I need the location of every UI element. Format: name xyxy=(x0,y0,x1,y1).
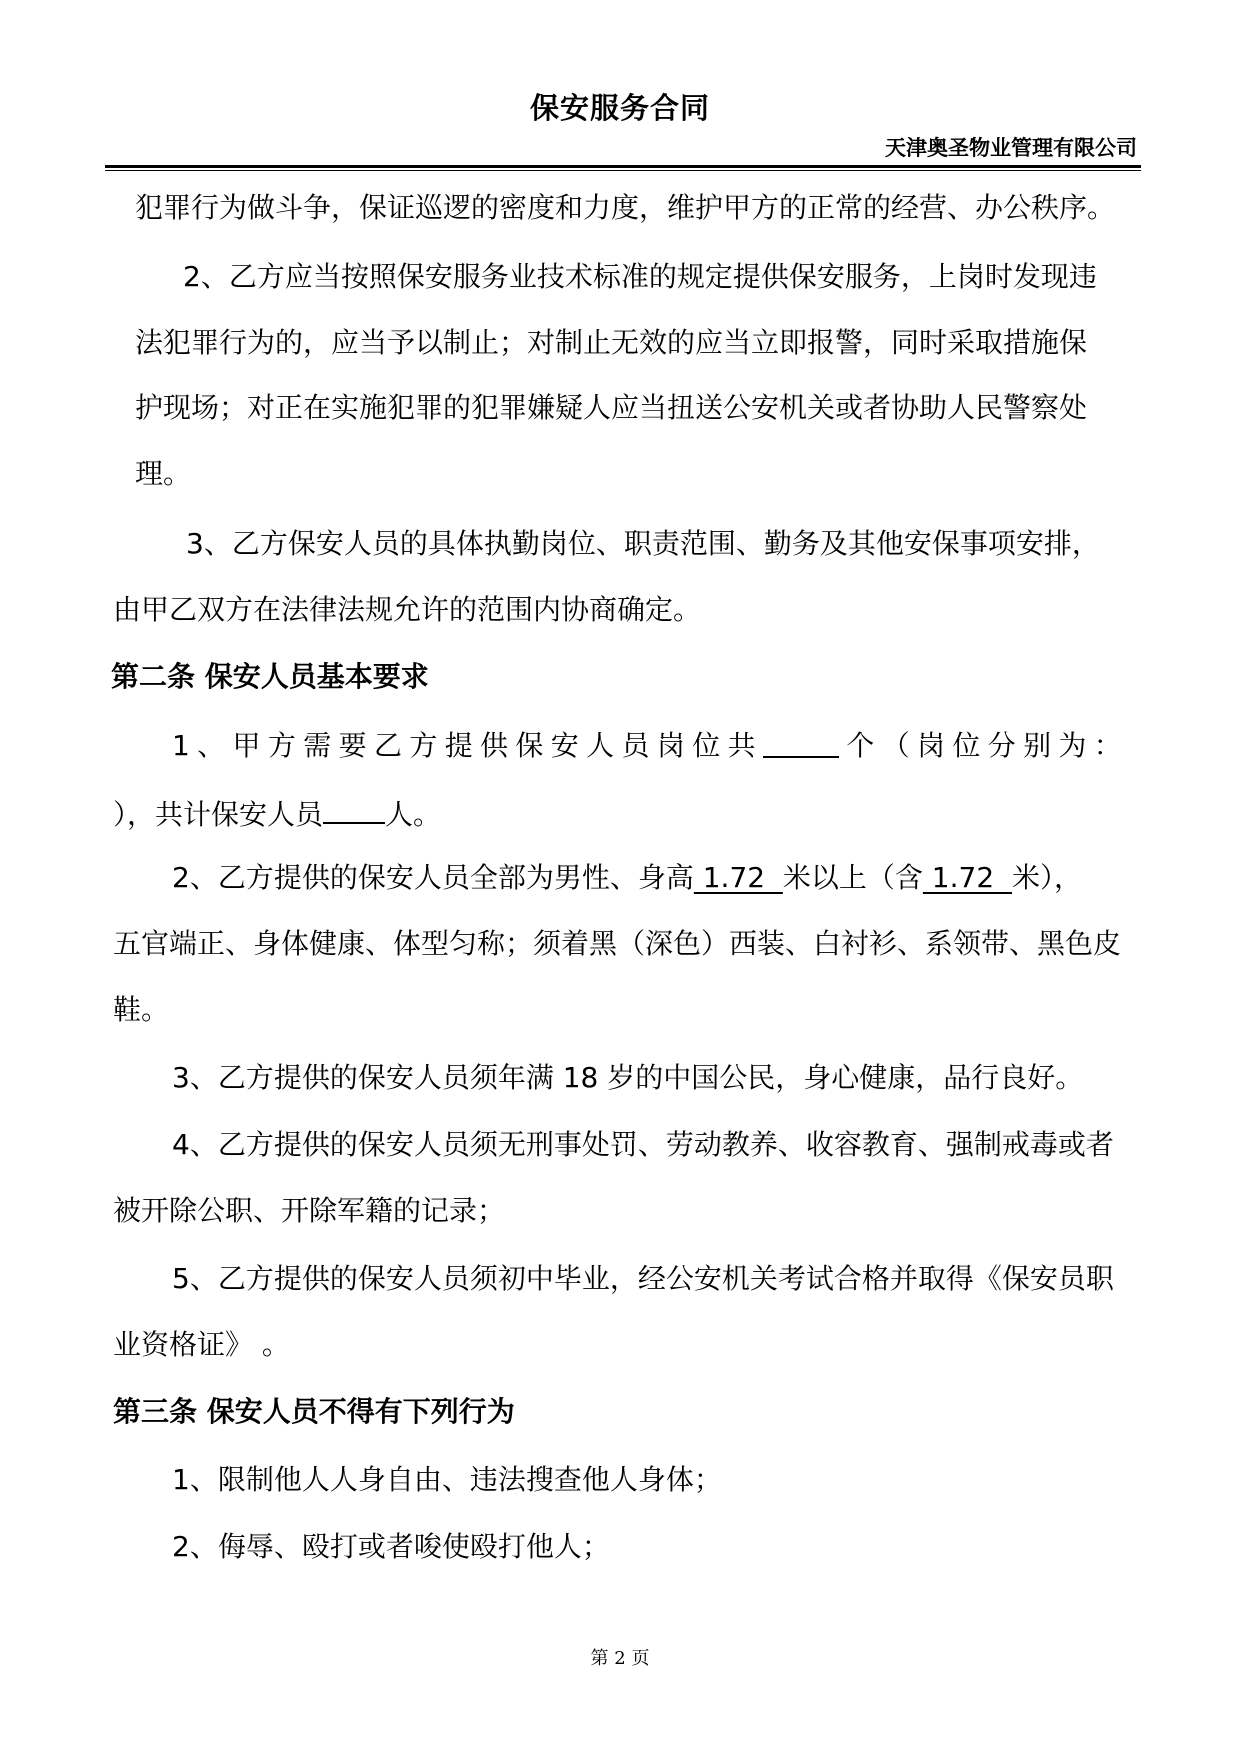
requirement-item-1-continuation: ），共计保安人员 人。 xyxy=(113,792,441,835)
paragraph-line: 2、乙方应当按照保安服务业技术标准的规定提供保安服务，上岗时发现违 xyxy=(183,260,1097,293)
paragraph-line: 3、乙方保安人员的具体执勤岗位、职责范围、勤务及其他安保事项安排， xyxy=(186,527,1100,560)
paragraph-line: 5、乙方提供的保安人员须初中毕业，经公安机关考试合格并取得《保安员职 xyxy=(172,1262,1114,1295)
paragraph-line: 理。 xyxy=(135,457,192,490)
paragraph-line: 3、乙方提供的保安人员须年满 18 岁的中国公民，身心健康，品行良好。 xyxy=(172,1061,1084,1094)
paragraph-line: 由甲乙双方在法律法规允许的范围内协商确定。 xyxy=(113,593,702,626)
paragraph-line: 被开除公职、开除军籍的记录； xyxy=(113,1194,506,1227)
height-value: 1.72 xyxy=(922,861,1012,894)
height-value: 1.72 xyxy=(693,861,783,894)
paragraph-line: 1、限制他人人身自由、违法搜查他人身体； xyxy=(172,1463,722,1496)
guard-count-blank xyxy=(323,792,385,824)
paragraph-line: 五官端正、身体健康、体型匀称；须着黑（深色）西装、白衬衫、系领带、黑色皮 xyxy=(113,927,1122,960)
paragraph-line: 护现场；对正在实施犯罪的犯罪嫌疑人应当扭送公安机关或者协助人民警察处 xyxy=(135,391,1088,424)
section-heading-3: 第三条 保安人员不得有下列行为 xyxy=(113,1395,515,1428)
requirement-item-1-line: 1 、 甲 方 需 要 乙 方 提 供 保 安 人 员 岗 位 共 个 （ 岗 位 分 别 为 ： xyxy=(172,726,1122,766)
paragraph-line: 犯罪行为做斗争，保证巡逻的密度和力度，维护甲方的正常的经营、办公秩序。 xyxy=(135,191,1116,224)
section-heading-2: 第二条 保安人员基本要求 xyxy=(111,660,429,693)
company-name: 天津奥圣物业管理有限公司 xyxy=(885,136,1137,160)
requirement-item-2-line: 2、乙方提供的保安人员全部为男性、身高 1.72 米以上（含 1.72 米）， xyxy=(172,861,1082,894)
post-count-blank xyxy=(763,726,839,758)
paragraph-line: 2、侮辱、殴打或者唆使殴打他人； xyxy=(172,1530,610,1563)
paragraph-line: 业资格证》 。 xyxy=(113,1328,290,1361)
header-rule-thick xyxy=(105,165,1141,168)
page-number: 第 2 页 xyxy=(590,1648,650,1669)
header-rule-thin xyxy=(105,170,1141,171)
paragraph-line: 法犯罪行为的，应当予以制止；对制止无效的应当立即报警，同时采取措施保 xyxy=(135,326,1088,359)
paragraph-line: 鞋。 xyxy=(113,993,170,1026)
document-title: 保安服务合同 xyxy=(529,91,710,125)
paragraph-line: 4、乙方提供的保安人员须无刑事处罚、劳动教养、收容教育、强制戒毒或者 xyxy=(172,1128,1114,1161)
